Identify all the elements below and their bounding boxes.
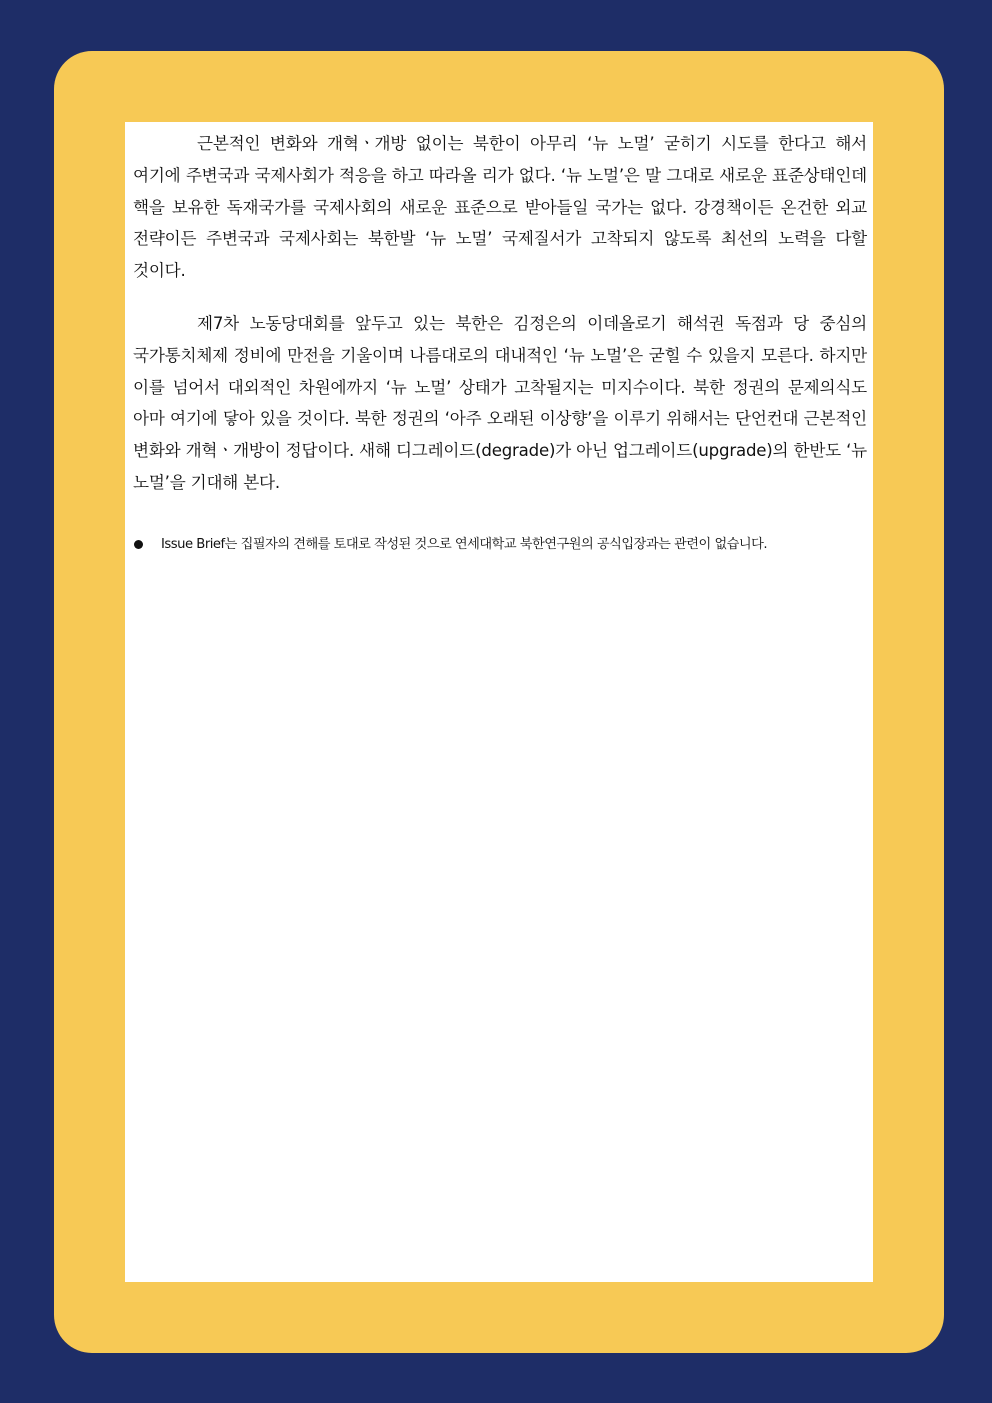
body-paragraph-1: 근본적인 변화와 개혁ㆍ개방 없이는 북한이 아무리 ‘뉴 노멀’ 굳히기 시도를 한다고 해서 여기에 주변국과 국제사회가 적응을 하고 따라올 리가 없다. ‘뉴 노멀’은 말 그대로 새로운 표준상태인데 핵을 보유한 독재국가를 국제사회의 새로운 표준으로 받아들일 국가는 없다. 강경책이든 온건한 외교 전략이든 주변국과 국제사회는 북한발 ‘뉴 노멀’ 국제질서가 고착되지 않도록 최선의 노력을 다할 것이다. <box>133 134 867 281</box>
body-paragraph-2: 제7차 노동당대회를 앞두고 있는 북한은 김정은의 이데올로기 해석권 독점과 당 중심의 국가통치체제 정비에 만전을 기울이며 나름대로의 대내적인 ‘뉴 노멀’은 굳힐 수 있을지 모른다. 하지만 이를 넘어서 대외적인 차원에까지 ‘뉴 노멀’ 상태가 고착될지는 미지수이다. 북한 정권의 문제의식도 아마 여기에 닿아 있을 것이다. 북한 정권의 ‘아주 오래된 이상향’을 이루기 위해서는 단언컨대 근본적인 변화와 개혁ㆍ개방이 정답이다. 새해 디그레이드(degrade)가 아닌 업그레이드(upgrade)의 한반도 ‘뉴 노멀’을 기대해 본다. <box>133 313 867 492</box>
bullet-icon <box>134 540 143 549</box>
document-page <box>125 122 873 1282</box>
disclaimer-text: Issue Brief는 집필자의 견해를 토대로 작성된 것으로 연세대학교 북한연구원의 공식입장과는 관련이 없습니다. <box>161 536 768 552</box>
disclaimer-note <box>133 535 867 555</box>
